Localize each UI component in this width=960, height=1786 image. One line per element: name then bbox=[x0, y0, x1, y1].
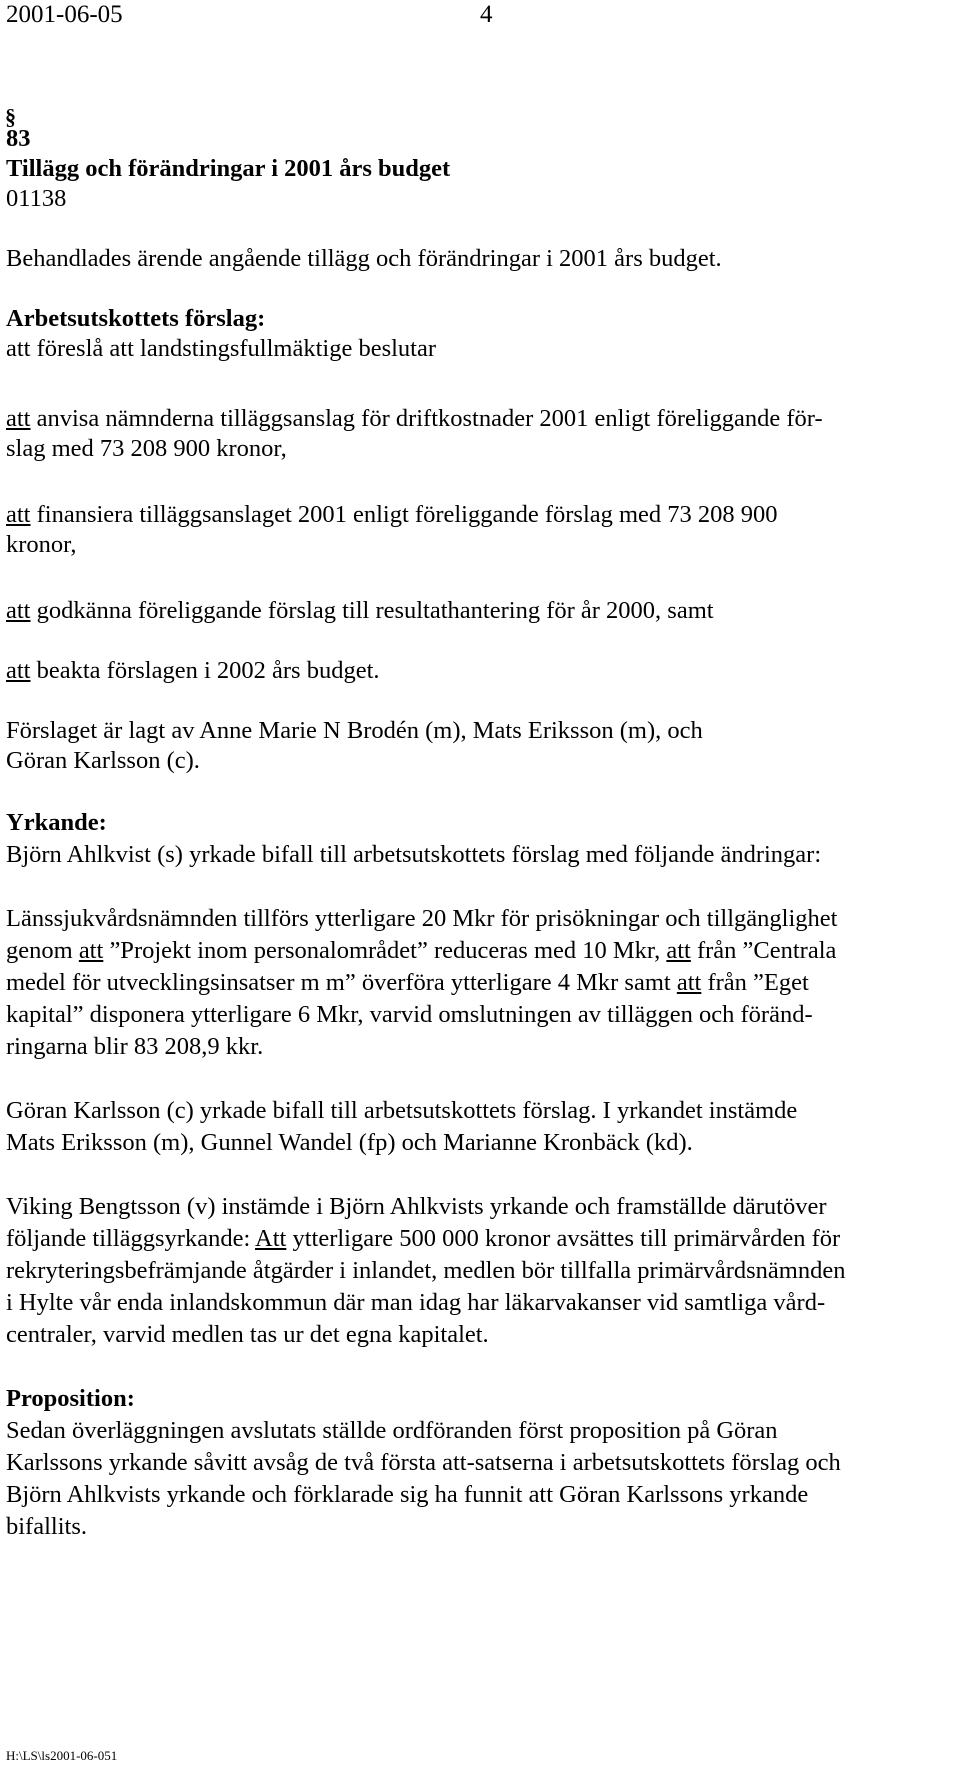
paragraph-symbol: § bbox=[5, 104, 16, 129]
att-keyword: att bbox=[6, 657, 31, 684]
yrkande-p2-line-3: medel för utvecklingsinsatser m m” överföra ytterligare 4 Mkr samt att från ”Eget bbox=[6, 969, 809, 996]
att-keyword: att bbox=[6, 597, 31, 624]
au-item-1-line-2: slag med 73 208 900 kronor, bbox=[6, 435, 287, 462]
header-page-number: 4 bbox=[480, 1, 493, 28]
yrkande-p4-line-2: följande tilläggsyrkande: Att ytterligare 500 000 kronor avsättes till primärvården för bbox=[6, 1225, 841, 1252]
yrkande-p4-line-3: rekryteringsbefrämjande åtgärder i inlandet, medlen bör tillfalla primärvårdsnämnden bbox=[6, 1257, 846, 1284]
yrkande-p4-line-5: centraler, varvid medlen tas ur det egna kapitalet. bbox=[6, 1321, 489, 1348]
au-lead: att föreslå att landstingsfullmäktige beslutar bbox=[6, 335, 436, 362]
yrkande-p4-line-4: i Hylte vår enda inlandskommun där man idag har läkarvakanser vid samtliga vård- bbox=[6, 1289, 826, 1316]
au-item-2-line-1: att finansiera tilläggsanslaget 2001 enligt föreliggande förslag med 73 208 900 bbox=[6, 501, 778, 528]
footer-file-path: H:\LS\ls2001-06-051 bbox=[6, 1748, 118, 1763]
proposed-by-line-1: Förslaget är lagt av Anne Marie N Brodén (m), Mats Eriksson (m), och bbox=[6, 717, 703, 744]
section-title: Tillägg och förändringar i 2001 års budget bbox=[6, 155, 451, 182]
yrkande-p1: Björn Ahlkvist (s) yrkade bifall till arbetsutskottets förslag med följande ändringar: bbox=[6, 841, 822, 868]
au-item-2-line-2: kronor, bbox=[6, 531, 77, 558]
au-heading: Arbetsutskottets förslag: bbox=[6, 305, 266, 332]
yrkande-p2-line-4: kapital” disponera ytterligare 6 Mkr, varvid omslutningen av tilläggen och föränd- bbox=[6, 1001, 813, 1028]
proposed-by-line-2: Göran Karlsson (c). bbox=[6, 747, 200, 774]
proposition-heading: Proposition: bbox=[6, 1385, 135, 1412]
yrkande-p2-line-2: genom att ”Projekt inom personalområdet” reduceras med 10 Mkr, att från ”Centrala bbox=[6, 937, 837, 964]
yrkande-heading: Yrkande: bbox=[6, 809, 107, 836]
yrkande-p2-line-1: Länssjukvårdsnämnden tillförs ytterligare 20 Mkr för prisökningar och tillgänglighet bbox=[6, 905, 838, 932]
section-number: 83 bbox=[6, 125, 31, 152]
yrkande-p2-line-5: ringarna blir 83 208,9 kkr. bbox=[6, 1033, 264, 1060]
intro-text: Behandlades ärende angående tillägg och förändringar i 2001 års budget. bbox=[6, 245, 722, 272]
proposition-line-3: Björn Ahlkvists yrkande och förklarade sig ha funnit att Göran Karlssons yrkande bbox=[6, 1481, 809, 1508]
att-keyword: att bbox=[6, 501, 31, 528]
proposition-line-2: Karlssons yrkande såvitt avsåg de två första att-satserna i arbetsutskottets förslag och bbox=[6, 1449, 841, 1476]
header-date: 2001-06-05 bbox=[6, 1, 123, 28]
proposition-line-1: Sedan överläggningen avslutats ställde ordföranden först proposition på Göran bbox=[6, 1417, 778, 1444]
yrkande-p3-line-2: Mats Eriksson (m), Gunnel Wandel (fp) och Marianne Kronbäck (kd). bbox=[6, 1129, 693, 1156]
case-number: 01138 bbox=[6, 185, 67, 212]
yrkande-p4-line-1: Viking Bengtsson (v) instämde i Björn Ahlkvists yrkande och framställde därutöver bbox=[6, 1193, 827, 1220]
att-keyword: att bbox=[6, 405, 31, 432]
au-item-3: att godkänna föreliggande förslag till resultathantering för år 2000, samt bbox=[6, 597, 714, 624]
yrkande-p3-line-1: Göran Karlsson (c) yrkade bifall till arbetsutskottets förslag. I yrkandet instämde bbox=[6, 1097, 798, 1124]
proposition-line-4: bifallits. bbox=[6, 1513, 87, 1540]
au-item-4: att beakta förslagen i 2002 års budget. bbox=[6, 657, 380, 684]
au-item-1-line-1: att anvisa nämnderna tilläggsanslag för driftkostnader 2001 enligt föreliggande för- bbox=[6, 405, 823, 432]
